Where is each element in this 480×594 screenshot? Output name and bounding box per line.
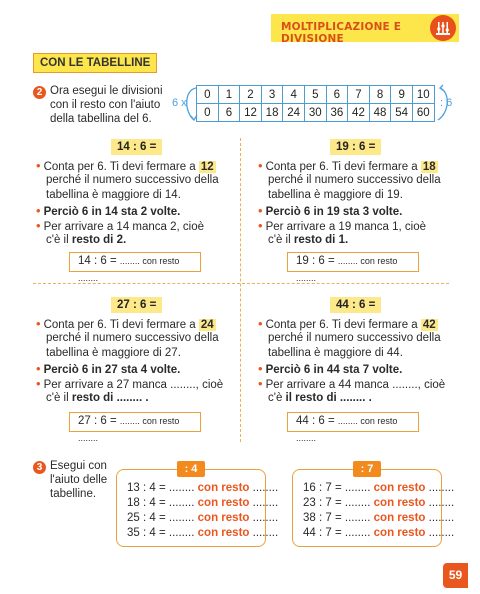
exercise-line[interactable] bbox=[127, 482, 278, 494]
highlight-number: 42 bbox=[422, 319, 436, 331]
text: 38 : 7 = ........ bbox=[303, 512, 371, 524]
bullet-icon: • bbox=[258, 203, 263, 218]
table-row-products bbox=[197, 104, 435, 122]
table-cell: 4 bbox=[283, 86, 305, 104]
text: ........ bbox=[428, 512, 455, 524]
instruction-line: con il resto con l'aiuto bbox=[50, 99, 161, 111]
divider-vertical bbox=[240, 138, 241, 442]
text: 18 : 4 = ........ bbox=[127, 497, 195, 509]
table-cell: 36 bbox=[326, 104, 348, 122]
text: Perciò 6 in 44 sta 7 volte. bbox=[265, 364, 403, 376]
text: 16 : 7 = ........ bbox=[303, 482, 371, 494]
text: Conta per 6. Ti devi fermare a bbox=[265, 319, 421, 331]
abacus-icon bbox=[430, 15, 456, 41]
bullet-icon: • bbox=[36, 158, 41, 173]
text: Per arrivare a 14 manca 2, cioè bbox=[43, 221, 205, 233]
table-cell: 9 bbox=[391, 86, 413, 104]
exercise-number: 2 bbox=[33, 86, 46, 99]
exercise-3-instructions bbox=[50, 459, 107, 501]
table-cell: 12 bbox=[240, 104, 262, 122]
text: ........ con resto ........ bbox=[78, 256, 180, 283]
text: 19 : 6 = bbox=[296, 255, 338, 267]
table-cell: 3 bbox=[261, 86, 283, 104]
text: resto di ........ . bbox=[71, 392, 149, 404]
text: 27 : 6 = bbox=[78, 415, 120, 427]
division-title: 44 : 6 = bbox=[330, 297, 381, 313]
text: ........ bbox=[252, 482, 279, 494]
text: resto di 2. bbox=[71, 234, 127, 246]
block-line bbox=[268, 391, 372, 406]
text: ........ bbox=[252, 527, 279, 539]
instruction-line: Ora esegui le divisioni bbox=[50, 85, 163, 97]
table-cell: 10 bbox=[412, 86, 434, 104]
bullet-icon: • bbox=[36, 376, 41, 391]
text: c'è il bbox=[268, 234, 294, 246]
text: ........ con resto ........ bbox=[78, 416, 180, 443]
divisor-tag: : 4 bbox=[177, 461, 205, 477]
answer-box[interactable] bbox=[287, 412, 419, 443]
block-line: tabellina è maggiore di 14. bbox=[46, 189, 181, 201]
bullet-icon: • bbox=[258, 158, 263, 173]
block-line: perché il numero successivo della bbox=[268, 332, 441, 344]
text: Perciò 6 in 14 sta 2 volte. bbox=[43, 206, 181, 218]
table-cell: 54 bbox=[391, 104, 413, 122]
table-cell: 5 bbox=[304, 86, 326, 104]
table-cell: 6 bbox=[218, 104, 240, 122]
text: Per arrivare a 44 manca ........, cioè bbox=[265, 379, 446, 391]
divisor-tag: : 7 bbox=[353, 461, 381, 477]
bullet-icon: • bbox=[36, 361, 41, 376]
text: con resto bbox=[373, 482, 426, 494]
table-cell: 42 bbox=[348, 104, 370, 122]
times-table-6 bbox=[196, 85, 435, 122]
text: ........ con resto ........ bbox=[296, 416, 398, 443]
chapter-banner bbox=[271, 14, 459, 45]
answer-box[interactable] bbox=[69, 252, 201, 283]
section-title: CON LE TABELLINE bbox=[33, 53, 157, 73]
text: 14 : 6 = bbox=[78, 255, 120, 267]
text: il resto di ........ . bbox=[285, 392, 372, 404]
table-cell: 1 bbox=[218, 86, 240, 104]
block-line bbox=[46, 391, 149, 406]
table-cell: 60 bbox=[412, 104, 434, 122]
text: 23 : 7 = ........ bbox=[303, 497, 371, 509]
block-line: perché il numero successivo della bbox=[46, 174, 219, 186]
text: Perciò 6 in 27 sta 4 volte. bbox=[43, 364, 181, 376]
text: 25 : 4 = ........ bbox=[127, 512, 195, 524]
table-cell: 48 bbox=[369, 104, 391, 122]
table-cell: 8 bbox=[369, 86, 391, 104]
block-line: tabellina è maggiore di 19. bbox=[268, 189, 403, 201]
table-cell: 0 bbox=[204, 106, 211, 119]
text: ........ bbox=[428, 527, 455, 539]
text: 13 : 4 = ........ bbox=[127, 482, 195, 494]
division-title: 19 : 6 = bbox=[330, 139, 381, 155]
exercise-line[interactable] bbox=[303, 497, 454, 509]
highlight-number: 18 bbox=[422, 161, 436, 173]
division-title: 14 : 6 = bbox=[111, 139, 162, 155]
exercise-number: 3 bbox=[33, 461, 46, 474]
bullet-icon: • bbox=[36, 316, 41, 331]
text: ........ bbox=[252, 512, 279, 524]
block-line: tabellina è maggiore di 27. bbox=[46, 347, 181, 359]
text: ........ bbox=[252, 497, 279, 509]
table-cell: 6 bbox=[326, 86, 348, 104]
exercise-line[interactable] bbox=[127, 527, 278, 539]
bullet-icon: • bbox=[258, 361, 263, 376]
text: con resto bbox=[197, 497, 250, 509]
table-row-factors bbox=[197, 86, 435, 104]
text: con resto bbox=[373, 527, 426, 539]
text: c'è il bbox=[46, 392, 72, 404]
table-cell: 0 bbox=[197, 86, 219, 104]
text: 35 : 4 = ........ bbox=[127, 527, 195, 539]
block-line bbox=[268, 233, 348, 248]
text: Conta per 6. Ti devi fermare a bbox=[265, 161, 421, 173]
bullet-icon: • bbox=[36, 203, 41, 218]
text: Perciò 6 in 19 sta 3 volte. bbox=[265, 206, 403, 218]
instruction-line: della tabellina del 6. bbox=[50, 113, 152, 125]
text: con resto bbox=[197, 527, 250, 539]
text: Conta per 6. Ti devi fermare a bbox=[43, 319, 199, 331]
instruction-line: Esegui con bbox=[50, 460, 107, 472]
page-number: 59 bbox=[443, 563, 468, 588]
text: 44 : 6 = bbox=[296, 415, 338, 427]
exercise-line[interactable] bbox=[303, 482, 454, 494]
highlight-number: 24 bbox=[200, 319, 214, 331]
bullet-icon: • bbox=[258, 316, 263, 331]
times-label: 6 x bbox=[172, 97, 187, 109]
table-cell: 2 bbox=[240, 86, 262, 104]
text: ........ bbox=[428, 497, 455, 509]
exercise-line[interactable] bbox=[303, 527, 454, 539]
block-line: perché il numero successivo della bbox=[268, 174, 441, 186]
text: Per arrivare a 19 manca 1, cioè bbox=[265, 221, 427, 233]
text: resto di 1. bbox=[293, 234, 349, 246]
answer-box[interactable] bbox=[69, 412, 201, 443]
instruction-line: l'aiuto delle bbox=[50, 474, 108, 486]
exercise-2-instructions bbox=[50, 84, 163, 126]
instruction-line: tabelline. bbox=[50, 488, 97, 500]
bullet-icon: • bbox=[258, 376, 263, 391]
bullet-icon: • bbox=[258, 218, 263, 233]
block-line: perché il numero successivo della bbox=[46, 332, 219, 344]
answer-box[interactable] bbox=[287, 252, 419, 283]
table-cell: 7 bbox=[348, 86, 370, 104]
text: con resto bbox=[197, 482, 250, 494]
division-title: 27 : 6 = bbox=[111, 297, 162, 313]
table-cell: 18 bbox=[261, 104, 283, 122]
exercise-line[interactable] bbox=[127, 512, 278, 524]
text: c'è il bbox=[46, 234, 72, 246]
text: Per arrivare a 27 manca ........, cioè bbox=[43, 379, 224, 391]
text: con resto bbox=[373, 497, 426, 509]
exercise-line[interactable] bbox=[127, 497, 278, 509]
text: ........ bbox=[428, 482, 455, 494]
block-line: tabellina è maggiore di 44. bbox=[268, 347, 403, 359]
divide-label: : 6 bbox=[440, 97, 453, 109]
exercise-line[interactable] bbox=[303, 512, 454, 524]
table-cell: 24 bbox=[283, 104, 305, 122]
bullet-icon: • bbox=[36, 218, 41, 233]
text: con resto bbox=[373, 512, 426, 524]
text: Conta per 6. Ti devi fermare a bbox=[43, 161, 199, 173]
table-cell: 30 bbox=[304, 104, 326, 122]
text: 44 : 7 = ........ bbox=[303, 527, 371, 539]
text: c'è bbox=[268, 392, 286, 404]
text: ........ con resto ........ bbox=[296, 256, 398, 283]
text: con resto bbox=[197, 512, 250, 524]
chapter-title: MOLTIPLICAZIONE E DIVISIONE bbox=[281, 21, 402, 45]
highlight-number: 12 bbox=[200, 161, 214, 173]
block-line bbox=[46, 233, 126, 248]
